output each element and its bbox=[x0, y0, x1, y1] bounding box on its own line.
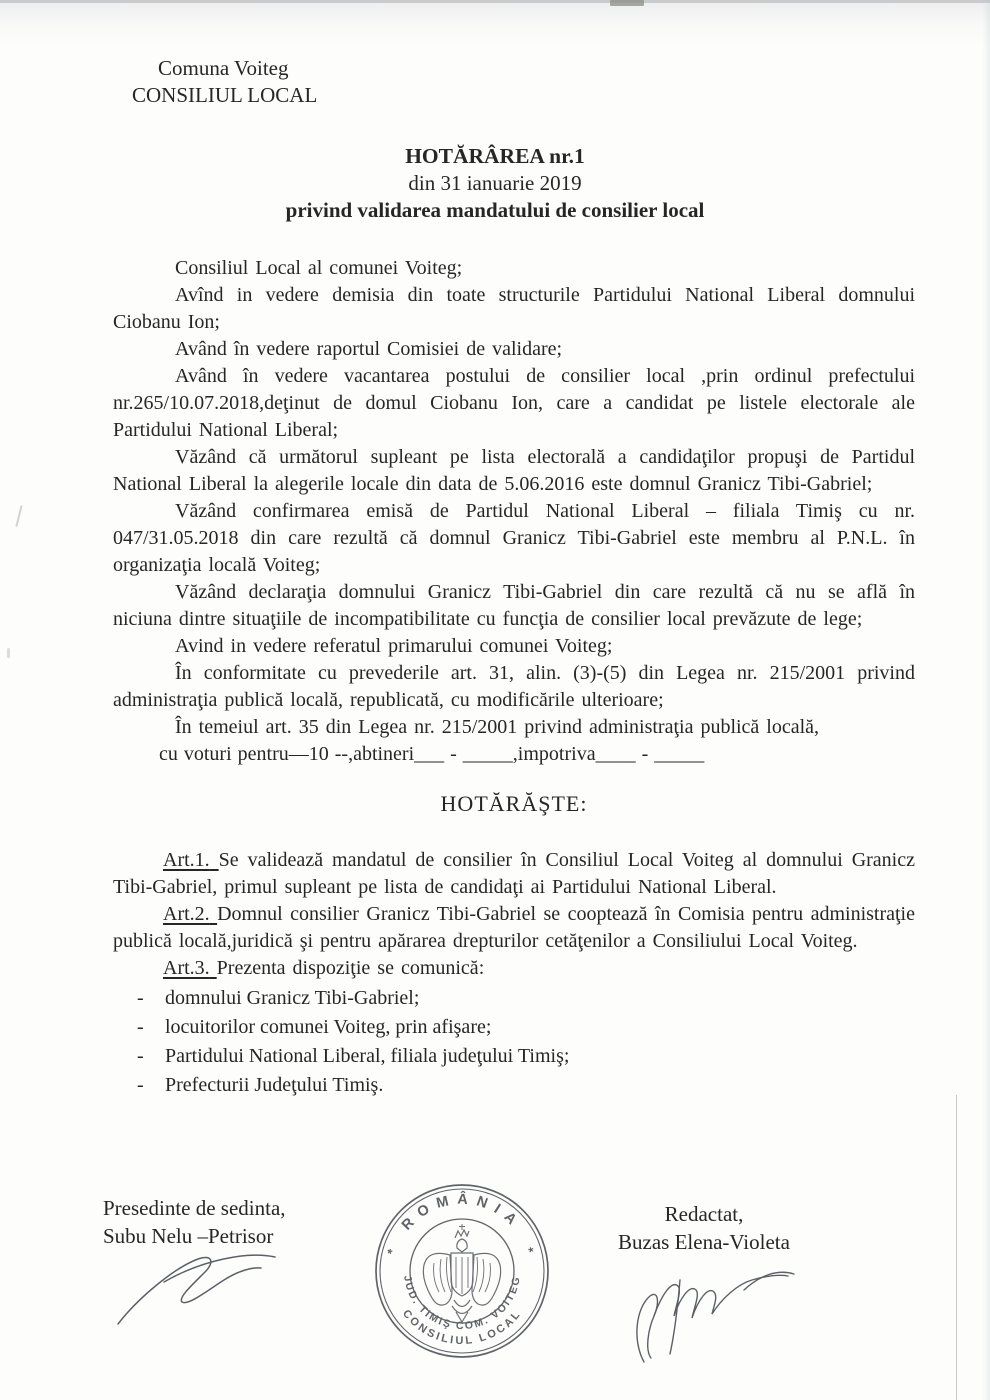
article-2-label: Art.2. bbox=[163, 903, 210, 925]
president-signature bbox=[112, 1240, 282, 1330]
preamble-paragraph: Văzând declaraţia domnului Granicz Tibi-Gabriel din care rezultă că nu se află în niciuna dintre situaţiile de incompatibilitate cu funcţia de consilier local prevăzute de lege; bbox=[113, 581, 915, 630]
stamp-bottom-text: CONSILIUL LOCAL bbox=[399, 1307, 525, 1348]
distribution-item-text: Partidului National Liberal, filiala judeţului Timiş; bbox=[165, 1045, 570, 1067]
articles-section bbox=[113, 847, 915, 982]
decision-date: din 31 ianuarie 2019 bbox=[408, 171, 582, 195]
scan-left-speck bbox=[15, 505, 22, 527]
editor-role: Redactat, bbox=[664, 1202, 744, 1226]
resolution-heading: HOTĂRĂŞTE: bbox=[440, 791, 588, 816]
article-3 bbox=[113, 955, 915, 982]
preamble-paragraph: Avînd in vedere demisia din toate structurile Partidului National Liberal domnului Ciobanu Ion; bbox=[113, 284, 915, 333]
stamp-ring-text: JUD. TIMIŞ COM. VOITEG bbox=[401, 1274, 523, 1333]
distribution-item-text: domnului Granicz Tibi-Gabriel; bbox=[165, 987, 420, 1009]
article-3-label: Art.3. bbox=[163, 957, 210, 979]
preamble-paragraph: Consiliul Local al comunei Voiteg; bbox=[175, 257, 463, 279]
header-commune: Comuna Voiteg bbox=[158, 56, 289, 80]
decision-title-block bbox=[0, 143, 990, 224]
editor-name: Buzas Elena-Violeta bbox=[618, 1230, 790, 1254]
preamble-paragraph: În conformitate cu prevederile art. 31, alin. (3)-(5) din Legea nr. 215/2001 privind administraţia publică locală, republicată, cu modificările ulterioare; bbox=[113, 662, 915, 711]
president-role: Presedinte de sedinta, bbox=[103, 1196, 286, 1220]
distribution-item bbox=[113, 1042, 915, 1071]
editor-signature bbox=[628, 1246, 798, 1366]
stamp-eagle-icon bbox=[423, 1224, 500, 1322]
stamp-star-left: * bbox=[383, 1246, 400, 1259]
scan-top-edge-line bbox=[0, 0, 990, 3]
article-1 bbox=[113, 847, 915, 901]
distribution-item bbox=[113, 1071, 915, 1100]
article-3-text: Prezenta dispoziţie se comunică: bbox=[216, 957, 485, 979]
president-name: Subu Nelu –Petrisor bbox=[103, 1224, 274, 1248]
preamble-paragraph: Văzând că următorul supleant pe lista electorală a candidaţilor propuşi de Partidul National Liberal la alegerile locale din data de 5.06.2016 este domnul Granicz Tibi-Gabriel; bbox=[113, 446, 915, 495]
dash-marker: - bbox=[137, 987, 144, 1009]
stamp-country-text: ROMÂNIA bbox=[398, 1191, 526, 1234]
preamble-paragraph: Avind in vedere referatul primarului comunei Voiteg; bbox=[175, 635, 613, 657]
decision-title: HOTĂRÂREA nr.1 bbox=[405, 144, 585, 168]
stamp-star-right: * bbox=[521, 1244, 537, 1257]
org-header bbox=[132, 55, 990, 109]
scan-right-edge-shadow bbox=[982, 0, 990, 1400]
preamble-paragraph: În temeiul art. 35 din Legea nr. 215/2001 privind administraţia publică locală, bbox=[175, 716, 820, 738]
votes-line: cu voturi pentru—10 --,abtineri___ - _____,impotriva____ - _____ bbox=[159, 743, 705, 765]
document-body bbox=[113, 255, 915, 1100]
header-council: CONSILIUL LOCAL bbox=[132, 83, 318, 107]
preamble-paragraph: Având în vedere vacantarea postului de consilier local ,prin ordinul prefectului nr.265/10.07.2018,deţinut de domul Ciobanu Ion, care a candidat pe listele electorale ale Partidului National Liberal; bbox=[113, 365, 915, 441]
distribution-item bbox=[113, 984, 915, 1013]
article-2-text: Domnul consilier Granicz Tibi-Gabriel se cooptează în Comisia pentru administraţie publică locală,juridică şi pentru apărarea drepturilor cetăţenilor a Consiliului Local Voiteg. bbox=[113, 903, 915, 952]
official-stamp bbox=[372, 1181, 552, 1361]
distribution-list bbox=[113, 984, 915, 1100]
article-1-text: Se validează mandatul de consilier în Consiliul Local Voiteg al domnului Granicz Tibi-Gabriel, primul supleant pe lista de candidaţi ai Partidului National Liberal. bbox=[113, 849, 915, 898]
preamble-paragraph: Având în vedere raportul Comisiei de validare; bbox=[175, 338, 563, 360]
scan-vertical-line-artifact bbox=[956, 1095, 957, 1400]
distribution-item-text: Prefecturii Judeţului Timiş. bbox=[165, 1074, 384, 1096]
scan-top-haze bbox=[0, 0, 990, 46]
scan-top-smudge bbox=[610, 0, 644, 6]
distribution-item-text: locuitorilor comunei Voiteg, prin afişare; bbox=[165, 1016, 492, 1038]
preamble-paragraph: Văzând confirmarea emisă de Partidul National Liberal – filiala Timiş cu nr. 047/31.05.2018 din care rezultă că domnul Granicz Tibi-Gabriel este membru al P.N.L. în organizaţia locală Voiteg; bbox=[113, 500, 915, 576]
dash-marker: - bbox=[137, 1045, 144, 1067]
decision-subject: privind validarea mandatului de consilier local bbox=[285, 198, 705, 222]
article-2 bbox=[113, 901, 915, 955]
dash-marker: - bbox=[137, 1016, 144, 1038]
dash-marker: - bbox=[137, 1074, 144, 1096]
article-1-label: Art.1. bbox=[163, 849, 210, 871]
distribution-item bbox=[113, 1013, 915, 1042]
scan-left-speck-2 bbox=[7, 648, 10, 658]
